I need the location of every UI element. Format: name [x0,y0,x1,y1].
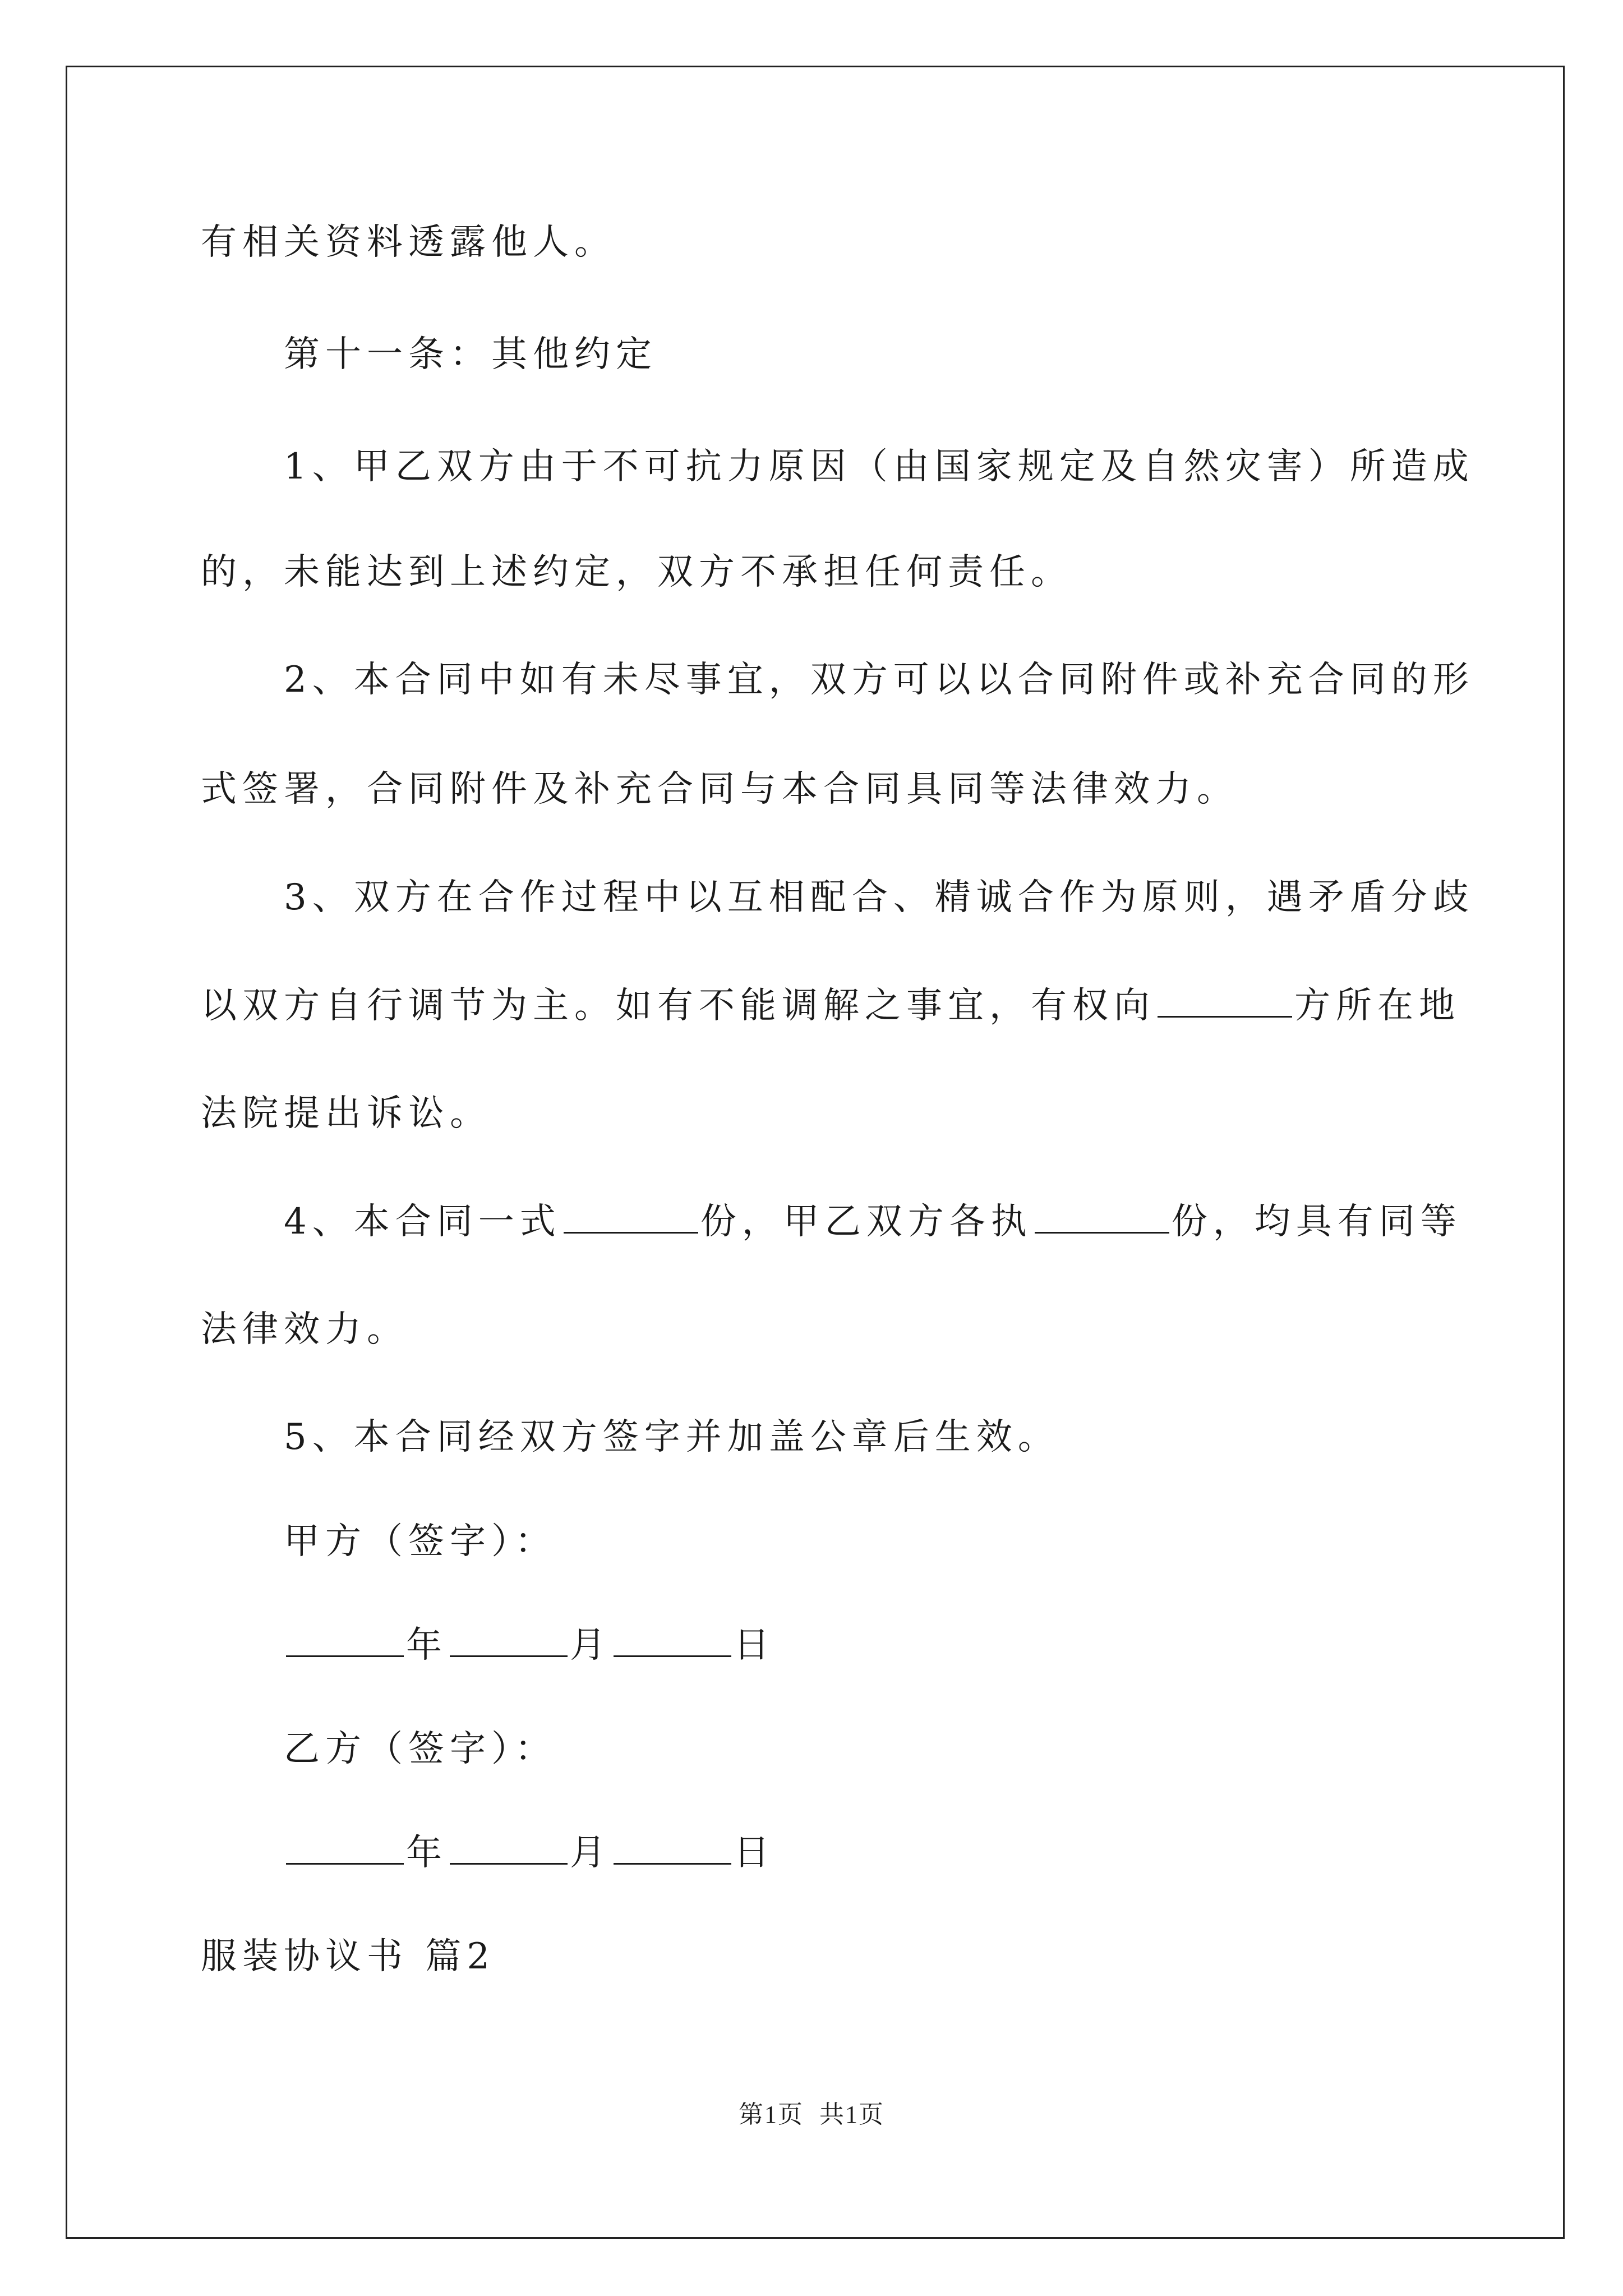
paragraph-line [284,1199,1462,1244]
paragraph-line: 法院提出诉讼。 [201,1093,491,1134]
date-unit: 日 [734,1625,775,1666]
paragraph-line: 2、本合同中如有未尽事宜，双方可以以合同附件或补充合同的形 [284,659,1474,701]
date-unit: 年 [406,1832,448,1874]
page-total: 共1页 [819,2101,884,2128]
fill-blank [450,1832,568,1865]
date-unit: 年 [406,1625,448,1666]
paragraph-text: 4、本合同一式 [284,1201,561,1243]
fill-blank [450,1624,568,1657]
paragraph-line: 有相关资料透露他人。 [201,222,616,263]
signature-label-party-b: 乙方（签字）： [284,1728,556,1770]
date-unit: 月 [570,1625,611,1666]
date-line-party-b [284,1830,775,1875]
paragraph-line: 5、本合同经双方签字并加盖公章后生效。 [284,1416,1059,1458]
paragraph-line: 的，未能达到上述约定，双方不承担任何责任。 [201,551,1072,593]
paragraph-text: 方所在地 [1294,985,1460,1027]
paragraph-line: 3、双方在合作过程中以互相配合、精诚合作为原则，遇矛盾分歧 [284,877,1474,918]
page-footer [0,2098,1623,2132]
section-heading: 第十一条：其他约定 [284,334,657,375]
section-title: 服装协议书 篇2 [201,1936,496,1977]
paragraph-line: 式签署，合同附件及补充合同与本合同具同等法律效力。 [201,769,1238,810]
fill-blank [614,1832,731,1865]
paragraph-line [201,983,1460,1028]
fill-blank [564,1200,698,1234]
page-number: 第1页 [739,2101,804,2128]
fill-blank [1035,1200,1169,1234]
fill-blank [1158,984,1292,1018]
date-unit: 日 [734,1832,775,1874]
date-unit: 月 [570,1832,611,1874]
signature-label-party-a: 甲方（签字）： [284,1521,556,1562]
paragraph-text: 份，甲乙双方各执 [700,1201,1032,1243]
fill-blank [614,1624,731,1657]
paragraph-line: 1、甲乙双方由于不可抗力原因（由国家规定及自然灾害）所造成 [284,446,1474,487]
date-line-party-a [284,1623,775,1668]
paragraph-text: 份，均具有同等 [1171,1201,1462,1243]
fill-blank [286,1832,404,1865]
paragraph-text: 以双方自行调节为主。如有不能调解之事宜，有权向 [201,985,1155,1027]
fill-blank [286,1624,404,1657]
paragraph-line: 法律效力。 [201,1309,408,1350]
page-border [66,66,1565,2239]
